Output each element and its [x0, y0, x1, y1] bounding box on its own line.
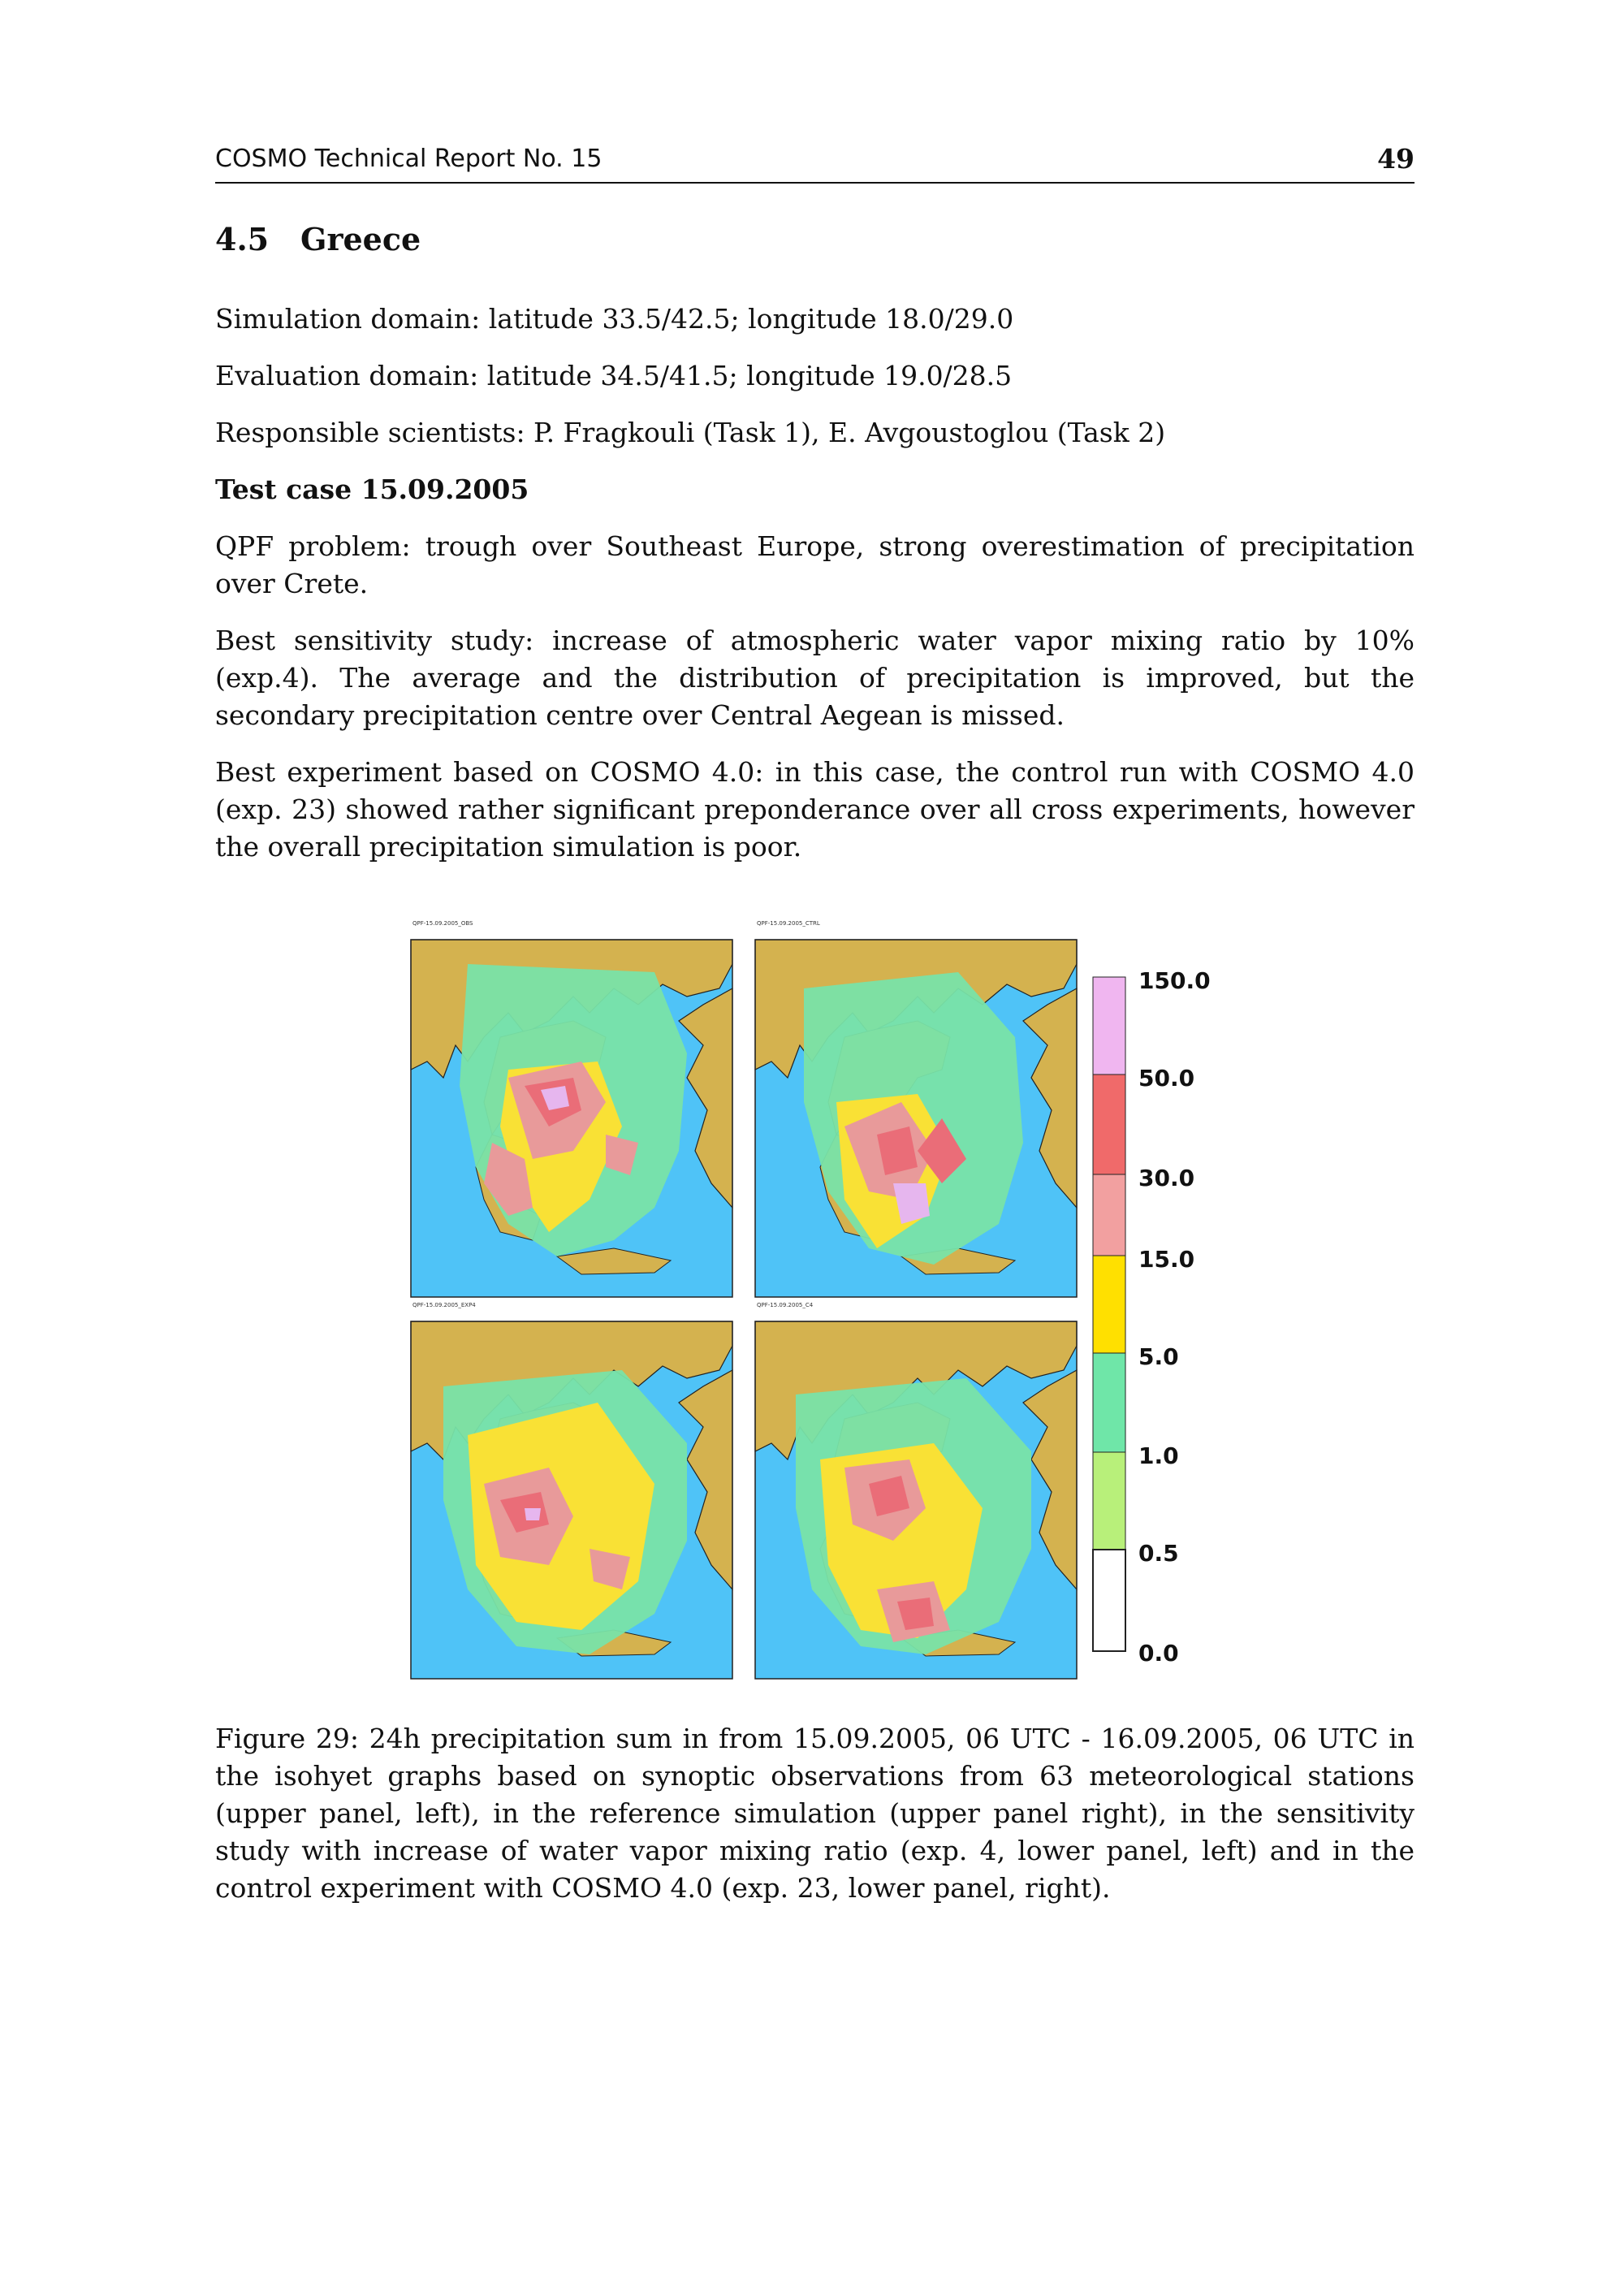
- header-rule: [215, 182, 1415, 184]
- map-panel-observations: [411, 920, 732, 1297]
- legend-swatch-50: [1093, 1074, 1125, 1174]
- legend-label-150: 150.0: [1138, 967, 1211, 994]
- legend-swatch-30: [1093, 1174, 1125, 1256]
- legend-label-15: 15.0: [1138, 1246, 1195, 1273]
- legend-swatch-1: [1093, 1452, 1125, 1550]
- qpf-problem-text: QPF problem: trough over Southeast Europe, strong overestimation of precipitation over Crete.: [215, 530, 1415, 599]
- legend-label-50: 50.0: [1138, 1065, 1195, 1092]
- legend-label-5: 5.0: [1138, 1343, 1179, 1370]
- legend-label-0: 0.0: [1138, 1640, 1179, 1667]
- test-case-heading: Test case 15.09.2005: [215, 473, 529, 505]
- legend-swatch-05: [1093, 1550, 1125, 1651]
- best-experiment-text: Best experiment based on COSMO 4.0: in this case, the control run with COSMO 4.0 (exp. 23) showed rather significant preponderance over all cross experiments, however the overall precipitation simulation is poor.: [215, 756, 1415, 863]
- legend-label-1: 1.0: [1138, 1442, 1179, 1469]
- panel-title-exp4: QPF-15.09.2005_EXP4: [412, 1302, 476, 1308]
- responsible-scientists-text: Responsible scientists: P. Fragkouli (Task 1), E. Avgoustoglou (Task 2): [215, 417, 1166, 448]
- page-number: 49: [1377, 143, 1415, 175]
- precipitation-figure: [411, 920, 1211, 1689]
- running-header-title: COSMO Technical Report No. 15: [215, 145, 603, 173]
- legend-label-05: 0.5: [1138, 1540, 1179, 1567]
- map-panel-reference: [755, 920, 1077, 1297]
- best-sensitivity-text: Best sensitivity study: increase of atmospheric water vapor mixing ratio by 10% (exp.4). The average and the distribution of precipitation is improved, but the secondary precipitation centre over Central Aegean is missed.: [215, 625, 1415, 731]
- legend-swatch-5: [1093, 1353, 1125, 1452]
- section-number: 4.5: [215, 221, 270, 257]
- section-heading: [215, 221, 421, 257]
- panel-title-obs: QPF-15.09.2005_OBS: [412, 920, 473, 927]
- legend-swatch-15: [1093, 1256, 1125, 1353]
- panel-title-c4: QPF-15.09.2005_C4: [757, 1302, 814, 1308]
- section-title: Greece: [300, 221, 421, 257]
- figure-caption: Figure 29: 24h precipitation sum in from 15.09.2005, 06 UTC - 16.09.2005, 06 UTC in the isohyet graphs based on synoptic observations from 63 meteorological stations (upper panel, left), in the reference simulation (upper panel right), in the sensitivity study with increase of water vapor mixing ratio (exp. 4, lower panel, left) and in the control experiment with COSMO 4.0 (exp. 23, lower panel, right).: [215, 1723, 1415, 1904]
- legend-swatch-150: [1093, 977, 1125, 1074]
- map-panel-cosmo4: [755, 1302, 1077, 1679]
- precipitation-legend: [1093, 967, 1211, 1667]
- map-panel-exp4: [411, 1302, 732, 1679]
- legend-label-30: 30.0: [1138, 1165, 1195, 1191]
- panel-title-ctrl: QPF-15.09.2005_CTRL: [757, 920, 820, 927]
- evaluation-domain-text: Evaluation domain: latitude 34.5/41.5; longitude 19.0/28.5: [215, 360, 1013, 391]
- simulation-domain-text: Simulation domain: latitude 33.5/42.5; longitude 18.0/29.0: [215, 303, 1014, 335]
